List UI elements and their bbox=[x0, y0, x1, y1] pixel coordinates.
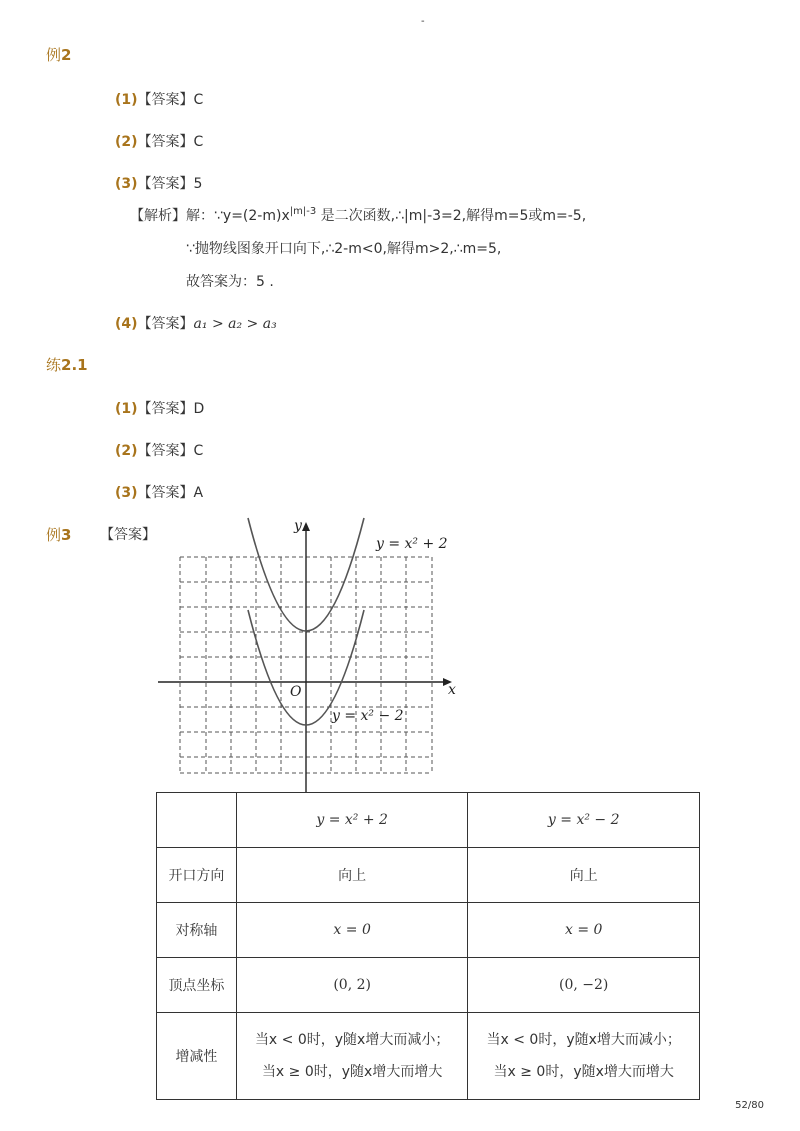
answer-value: C bbox=[193, 443, 204, 459]
answer-tag: 【答案】 bbox=[100, 527, 156, 543]
table-row bbox=[157, 793, 700, 848]
properties-table bbox=[156, 792, 700, 1100]
section-label-ex2 bbox=[46, 44, 71, 65]
table-row bbox=[157, 1013, 700, 1100]
answer-line bbox=[115, 313, 277, 333]
row-head: 增减性 bbox=[157, 1013, 237, 1100]
parabola-graph bbox=[150, 510, 470, 795]
table-row bbox=[157, 903, 700, 958]
answer-line bbox=[115, 131, 203, 151]
question-number: (3) bbox=[115, 176, 138, 192]
question-number: (1) bbox=[115, 92, 138, 108]
answer-tag: 【答案】 bbox=[137, 401, 194, 417]
question-number: (4) bbox=[115, 316, 138, 332]
cell-line: 当x < 0时，y随x增大而减小； bbox=[486, 1032, 681, 1048]
table-cell: 向上 bbox=[468, 848, 700, 903]
section-prefix: 例 bbox=[46, 526, 62, 544]
table-cell: x = 0 bbox=[236, 903, 468, 958]
curve1-label: y = x² + 2 bbox=[376, 536, 448, 552]
answer-line bbox=[115, 173, 202, 193]
answer-tag: 【答案】 bbox=[137, 176, 194, 192]
analysis-tag: 【解析】 bbox=[130, 208, 186, 224]
answer-tag: 【答案】 bbox=[137, 443, 194, 459]
x-axis-label: x bbox=[448, 682, 456, 698]
section-label-practice bbox=[46, 354, 88, 375]
answer-tag: 【答案】 bbox=[137, 485, 194, 501]
section-label-ex3 bbox=[46, 524, 71, 545]
question-number: (3) bbox=[115, 485, 138, 501]
table-cell bbox=[157, 793, 237, 848]
analysis-text: 解：∵y=(2-m)x bbox=[186, 208, 290, 224]
table-cell: (0, −2) bbox=[468, 958, 700, 1013]
answer-value: a₁ > a₂ > a₃ bbox=[193, 316, 277, 332]
answer-value: C bbox=[193, 92, 204, 108]
answer-line bbox=[115, 482, 203, 502]
analysis-line-2: ∵抛物线图象开口向下,∴2-m<0,解得m>2,∴m=5, bbox=[186, 241, 502, 257]
answer-line bbox=[115, 398, 204, 418]
row-head: 顶点坐标 bbox=[157, 958, 237, 1013]
row-head: 开口方向 bbox=[157, 848, 237, 903]
answer-value: C bbox=[193, 134, 204, 150]
table-cell: x = 0 bbox=[468, 903, 700, 958]
analysis-line-1 bbox=[130, 205, 586, 225]
y-axis-arrow bbox=[302, 522, 310, 531]
table-cell: (0, 2) bbox=[236, 958, 468, 1013]
question-number: (2) bbox=[115, 443, 138, 459]
table-header: y = x² + 2 bbox=[236, 793, 468, 848]
answer-tag: 【答案】 bbox=[137, 316, 194, 332]
table-cell: 向上 bbox=[236, 848, 468, 903]
question-number: (2) bbox=[115, 134, 138, 150]
origin-label: O bbox=[290, 684, 302, 700]
question-number: (1) bbox=[115, 401, 138, 417]
page-number: 52/80 bbox=[735, 1100, 764, 1111]
answer-line bbox=[115, 440, 203, 460]
table-row bbox=[157, 848, 700, 903]
analysis-line-3: 故答案为：5 . bbox=[186, 274, 274, 290]
table-cell bbox=[236, 1013, 468, 1100]
section-number: 2.1 bbox=[61, 356, 88, 374]
cell-line: 当x ≥ 0时，y随x增大而增大 bbox=[493, 1064, 674, 1080]
row-head: 对称轴 bbox=[157, 903, 237, 958]
answer-tag: 【答案】 bbox=[137, 92, 194, 108]
answer-value: D bbox=[193, 401, 205, 417]
table-header: y = x² − 2 bbox=[468, 793, 700, 848]
answer-value: A bbox=[193, 485, 204, 501]
cell-line: 当x < 0时，y随x增大而减小； bbox=[254, 1032, 450, 1048]
section-number: 3 bbox=[61, 526, 72, 544]
analysis-text: 是二次函数,∴|m|-3=2,解得m=5或m=-5, bbox=[316, 208, 587, 224]
answer-value: 5 bbox=[193, 176, 203, 192]
header-mark: - bbox=[421, 16, 425, 27]
exponent: |m|-3 bbox=[289, 206, 317, 217]
curve2-label: y = x² − 2 bbox=[332, 708, 404, 724]
answer-line bbox=[115, 89, 203, 109]
y-axis-label: y bbox=[294, 518, 302, 534]
section-prefix: 例 bbox=[46, 46, 62, 64]
answer-tag: 【答案】 bbox=[137, 134, 194, 150]
table-cell bbox=[468, 1013, 700, 1100]
section-prefix: 练 bbox=[46, 356, 62, 374]
section-number: 2 bbox=[61, 46, 72, 64]
table-row bbox=[157, 958, 700, 1013]
cell-line: 当x ≥ 0时，y随x增大而增大 bbox=[261, 1064, 443, 1080]
